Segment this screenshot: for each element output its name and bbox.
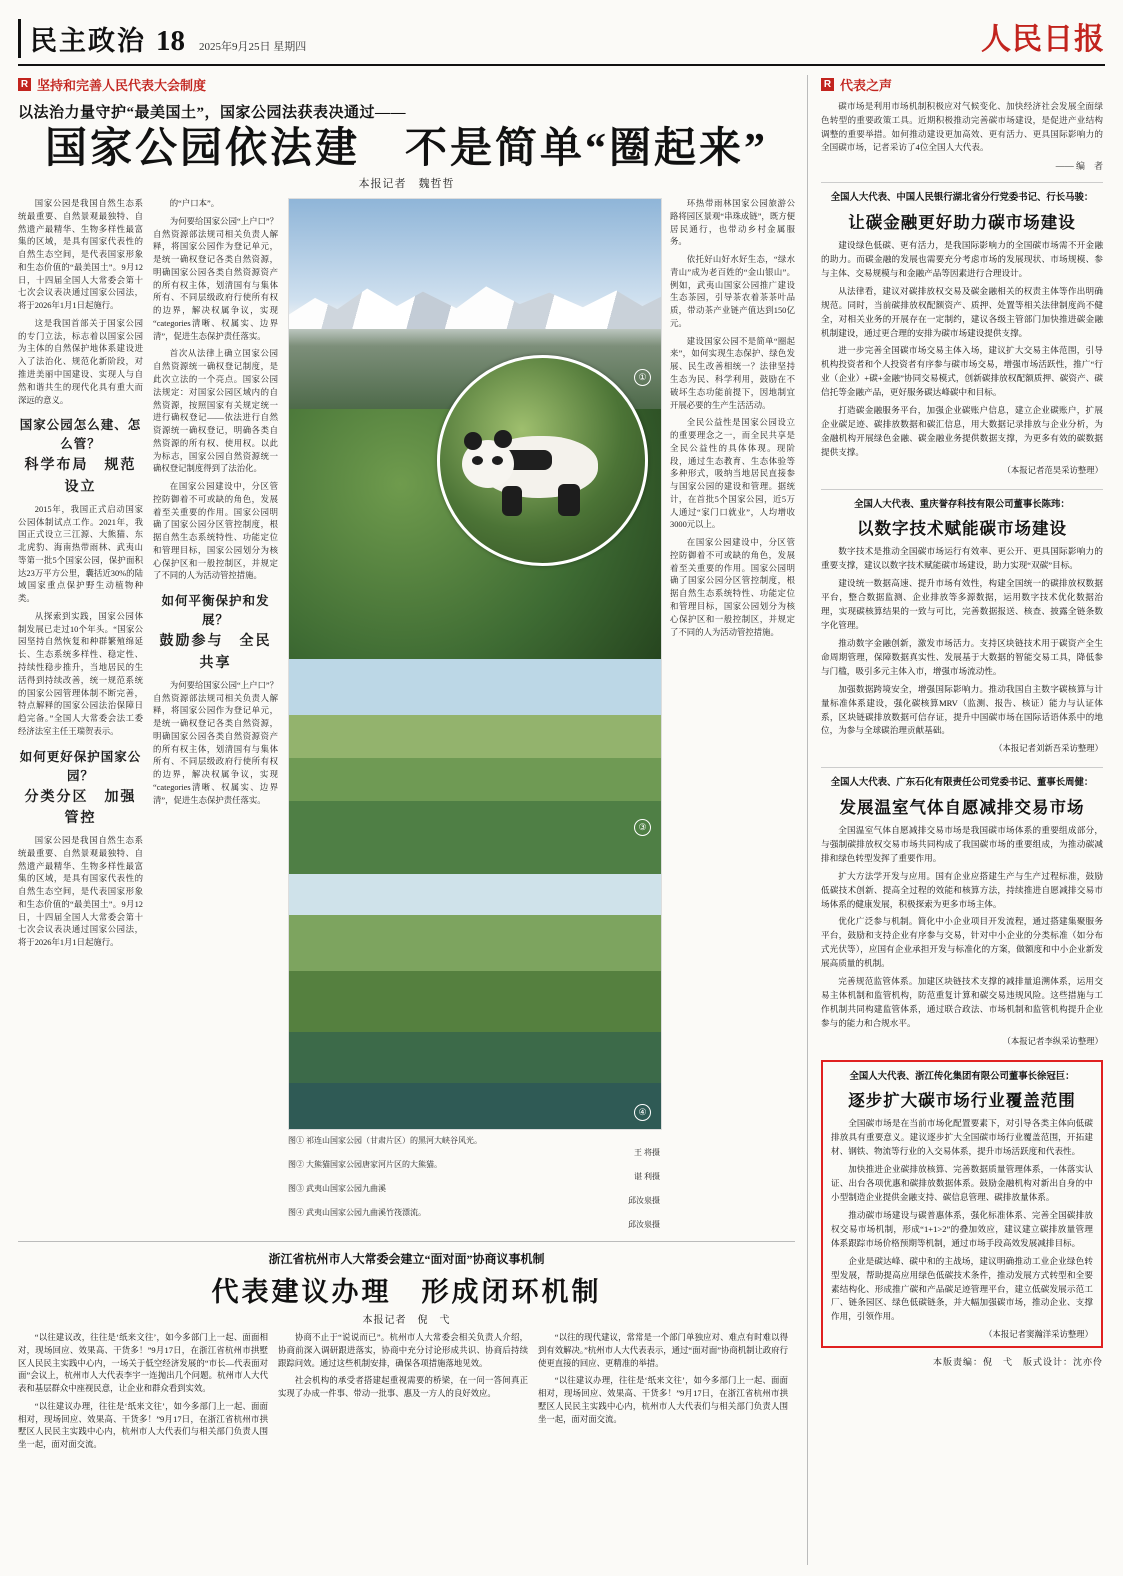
article-column-2 [153, 198, 278, 1231]
secondary-column-2 [278, 1332, 528, 1457]
main-byline: 本报记者 魏哲哲 [358, 178, 455, 191]
photo-index-1: ① [634, 369, 651, 386]
paragraph: 企业是碳达峰、碳中和的主战场，建议明确推动工业企业绿色转型发展，帮助提高应用绿色低碳技术条件，推动发展方式转型和全要素结构化、形成推广碳和产品碳足迹管理平台，建立低碳发展示范工厂、链条园区、绿色低碳链条，并大幅加强碳市场，推动企业、支撑作用，引领作用。 [831, 1255, 1093, 1322]
paragraph: 全国温室气体自愿减排交易市场是我国碳市场体系的重要组成部分，与强制碳排放权交易市场共同构成了我国碳市场的重要组成，为推动碳减排和绿色转型发挥了重要作用。 [821, 824, 1103, 863]
paragraph: “以往建议改，往往是‘纸来文往’，如今多部门上一起、面面相对，现场回应、效果高、干货多！”9月17日，在浙江省杭州市拱墅区人民民主实践中心内，一场关于低空经济发展的“市长—代表面对面”会议上，杭州市人大代表李宇一连抛出几个问题。杭州市人大代表和基层群众中座视民意，让企业和群众看到实效。 [18, 1333, 268, 1394]
masthead [18, 14, 1105, 66]
voice-item-3 [821, 776, 1103, 1046]
divider [821, 767, 1103, 768]
secondary-kicker: 浙江省杭州市人大常委会建立“面对面”协商议事机制 [268, 1252, 545, 1267]
voice-body [821, 545, 1103, 738]
representative-name: 全国人大代表、重庆誉存科技有限公司董事长陈玮： [854, 499, 1070, 510]
paragraph: 加强数据跨境安全，增强国际影响力。推动我国自主数字碳核算与计量标准体系建设，强化碳核算MRV（监测、报告、核证）能力与认证体系，区块链碳排放数据可信存证，提升中国碳市场在国际话语体系中的地位，为参与全球碳治理贡献基础。 [821, 683, 1103, 736]
panda-eye-left [472, 456, 483, 465]
paragraph: 加快推进企业碳排放核算、完善数据质量管理体系，一体落实认证、出台各项优惠和碳排放数据体系。鼓励金融机构对新出自身的中小型制造企业提供金融支持、碳信息管理、碳排放量体系。 [831, 1164, 1093, 1203]
paragraph: 依托好山好水好生态，“绿水青山”成为老百姓的“金山银山”。例如，武夷山国家公园推广建设生态茶园，引导茶农着茶茶叶品质，带动茶产业链产值达到150亿元。 [670, 255, 795, 328]
panda-leg-back [558, 484, 580, 516]
caption-credit: 谌 利摄 [634, 1172, 660, 1182]
caption-credit: 邱汝泉摄 [628, 1220, 660, 1230]
highlighted-voice-item [821, 1060, 1103, 1348]
voice-body [821, 824, 1103, 1031]
paragraph: 从探索到实践，国家公园体制发展已走过10个年头。“国家公园坚持自然恢复和种群繁殖绵延长、生态系统多样性、稳定性、持续性稳步推升，当地居民的生活得到持续改善，统一规范系统的国家公园管理体制不断完善，特点解释的国家公园法治保障日趋完备。”全国人大常委会法工委经济法室主任王瑞贺表示。 [18, 611, 143, 736]
representative-name: 全国人大代表、中国人民银行湖北省分行党委书记、行长马骏： [830, 193, 1094, 204]
secondary-columns [18, 1332, 795, 1457]
voice-body [831, 1117, 1093, 1324]
page-content [18, 75, 1105, 1565]
paragraph: 为何要给国家公园“上户口”？自然资源部法规司相关负责人解释，将国家公园作为登记单元，是统一确权登记各类自然资源，明确国家公园各类自然资源资产的所有权主体，划清国有与集体所有、不同层级政府行使所有权的边界，解决权属争议，实现“categories清晰、权属实、边界清”，促进生态保护责任落实。 [153, 680, 278, 805]
masthead-left [18, 19, 306, 58]
secondary-column-3 [538, 1332, 788, 1457]
voice-credit: （本报记者李纵采访整理） [1002, 1036, 1103, 1046]
voice-credit: （本报记者范昊采访整理） [1002, 465, 1103, 475]
secondary-byline: 本报记者 倪 弋 [362, 1315, 451, 1327]
kicker-text: 坚持和完善人民代表大会制度 [37, 78, 207, 93]
page-footer-credits: 本版责编：倪 弋 版式设计：沈亦伶 [932, 1357, 1103, 1368]
photo-giant-panda [437, 355, 648, 566]
paragraph: 数字技术是推动全国碳市场运行有效率、更公开、更具国际影响力的重要支撑，建议以数字技术赋能碳市场建设，助力实现“双碳”目标。 [821, 546, 1103, 571]
paragraph: 为何要给国家公园“上户口”？自然资源部法规司相关负责人解释，将国家公园作为登记单元，是统一确权登记各类自然资源，明确国家公园各类自然资源资产的所有权主体，划清国有与集体所有、不同层级政府行使所有权的边界，解决权属争议，实现“categories清晰、权属实、边界清”，促进生态保护责任落实。 [153, 216, 278, 341]
paragraph: “以往建议办理，往往是‘纸来文往’，如今多部门上一起、面面相对，现场回应、效果高、干货多！”9月17日，在浙江省杭州市拱墅区人民民主实践中心内，杭州市人大代表们与相关部门负责人围坐一起，面对面交流。 [18, 1401, 268, 1450]
subhead-question-1: 国家公园怎么建、怎么管？ [19, 418, 142, 452]
paragraph: 进一步完善全国碳市场交易主体入场，建议扩大交易主体范围，引导机构投资者和个人投资者有序参与碳市场交易，增强市场活跃性，推广“行业（企业）+碳+金融”协同交易模式，创新碳排放权配额质押、碳资产、碳信托等金融产品，更好服务碳达峰碳中和目标。 [821, 345, 1103, 398]
subhead-answer-1: 科学布局 规范设立 [24, 458, 137, 495]
article-column-1 [18, 198, 143, 1231]
subhead-question-3: 如何更好保护国家公园？ [19, 749, 142, 783]
photo-index-2: ② [620, 538, 637, 555]
photo-collage [288, 198, 662, 1130]
page-number: 18 [156, 25, 185, 57]
editor-signature: —— 编 者 [1055, 161, 1103, 171]
paragraph: “以往的现代建议，常常是一个部门单独应对、难点有时难以得到有效解决。”杭州市人大代表表示，通过“面对面”协商机制让政府行使更直接的回应、更精准的举措。 [538, 1333, 788, 1368]
subhead-question-2: 如何平衡保护和发展？ [161, 594, 270, 628]
kicker-badge-icon: R [18, 78, 31, 91]
photo-river-rafting [289, 874, 661, 1129]
paragraph: 国家公园是我国自然生态系统最重要、自然景观最独特、自然遗产最精华、生物多样性最富集的区域，是具有国家代表性的自然生态空间，是代表国家形象和生态价值的“最美国土”。9月12日，十四届全国人大常委会第十七次会议表决通过国家公园法，将于2026年1月1日起施行。 [18, 199, 143, 311]
right-kicker [821, 75, 1103, 94]
representative-name: 全国人大代表、广东石化有限责任公司党委书记、董事长周健： [830, 778, 1094, 789]
voice-headline: 逐步扩大碳市场行业覆盖范围 [848, 1091, 1076, 1111]
editor-note [821, 100, 1103, 173]
divider [821, 489, 1103, 490]
shoulder-headline: 以法治力量守护“最美国土”，国家公园法获表决通过—— [18, 105, 407, 121]
voice-item-1 [821, 191, 1103, 475]
section-title: 民主政治 [18, 19, 146, 58]
voice-headline: 以数字技术赋能碳市场建设 [857, 519, 1067, 539]
caption-line: 图① 祁连山国家公园（甘肃片区）的黑河大峡谷风光。 [288, 1136, 482, 1146]
paragraph: 从法律看，建议对碳排放权交易及碳金融相关的权责主体等作出明确规范。同时，当前碳排放权配额资产、质押、处置等相关法律制度尚不健全，对相关业务的开展存在一定制约，建议各级主管部门加快推进碳金融机制建设，通过更合理的安排为碳市场建设提供支撑。 [821, 285, 1103, 338]
paragraph: 建设绿色低碳、更有活力，是我国际影响力的全国碳市场需不开金融的助力。而碳金融的发展也需要充分考虑市场的发展现状、市场规模、参与主体、交易规模与和金融产品等因素进行合理设计。 [821, 239, 1103, 278]
voice-body [821, 239, 1103, 460]
secondary-column-1 [18, 1332, 268, 1457]
voice-headline: 发展温室气体自愿减排交易市场 [839, 797, 1085, 817]
left-column [18, 75, 808, 1565]
voice-credit: （本报记者窦瀚洋采访整理） [984, 1330, 1093, 1340]
paragraph: 推动碳市场建设与碳普惠体系，强化标准体系、完善全国碳排放权交易市场机制，形成“1+1>2”的叠加效应，建议建立碳排放量管理体系跟踪市场价格预期等机制，通过市场手段高效发展减排目标。 [831, 1209, 1093, 1248]
paragraph: 建设统一数据高速、提升市场有效性，构建全国统一的碳排放权数据平台，整合数据监测、企业排放等多源数据，运用数字技术优化数据治理，实现碳核算结果的一致与可比，完善数据报送、核查、披露全链条数字化管理。 [821, 578, 1103, 630]
paragraph: 扩大方法学开发与应用。国有企业应搭建生产与生产过程标准，鼓励低碳技术创新、提高全过程的效能和核算方法，持续推进自愿减排交易市场体系的健康发展，积极探索为更多市场主体。 [821, 870, 1103, 909]
paragraph: 国家公园是我国自然生态系统最重要、自然景观最独特、自然遗产最精华、生物多样性最富集的区域，是具有国家代表性的自然生态空间，是代表国家形象和生态价值的“最美国土”。9月12日，十四届全国人大常委会第十七次会议表决通过国家公园法，将于2026年1月1日起施行。 [18, 836, 143, 948]
right-column [808, 75, 1103, 1565]
paragraph: 打造碳金融服务平台，加强企业碳账户信息，建立企业碳账户，扩展企业碳足迹、碳排放数据和碳汇信息，用大数据记录排放与企业分析，为金融机构开展绿色金融、碳金融业务提供数据支撑，为更多有效的碳数据提供支撑。 [821, 405, 1103, 457]
paragraph: 建设国家公园不是简单“圈起来”，如何实现生态保护、绿色发展、民生改善相统一？法律坚持生态为民、科学利用，鼓励在不破坏生态功能前提下，因地制宜开展必要的生产生活活动。 [670, 336, 795, 410]
subhead-answer-3: 分类分区 加强管控 [24, 789, 137, 826]
divider [821, 182, 1103, 183]
photo-lake [289, 659, 661, 874]
secondary-story [18, 1241, 795, 1457]
paragraph: 2015年，我国正式启动国家公园体制试点工作。2021年，我国正式设立三江源、大熊猫、东北虎豹、海南热带雨林、武夷山等第一批5个国家公园，保护面积达23万平方公里，囊括近30%的陆域国家重点保护野生动植物种类。 [18, 504, 143, 604]
caption-line: 图③ 武夷山国家公园九曲溪 [288, 1184, 386, 1194]
paragraph: 碳市场是利用市场机制积极应对气候变化、加快经济社会发展全面绿色转型的重要政策工具。近期积极推动完善碳市场建设，是促进产业结构调整的重要举措。如何推动建设更加高效、更有活力、更具国际影响力的全国碳市场，记者采访了4位全国人大代表。 [821, 101, 1103, 153]
paragraph: 协商不止于“说说而已”。杭州市人大常委会相关负责人介绍，协商前深入调研跟进落实，协商中充分讨论形成共识、协商后持续跟踪问效。通过这些机制安排，确保各项措施落地见效。 [278, 1333, 528, 1368]
voice-item-2 [821, 498, 1103, 755]
photo-index-3: ③ [634, 819, 651, 836]
main-headline: 国家公园依法建 不是简单“圈起来” [44, 126, 768, 172]
paragraph: 这是我国首部关于国家公园的专门立法，标志着以国家公园为主体的自然保护地体系建设进入了法治化、规范化新阶段，对推进美丽中国建设、实现人与自然和谐共生的现代化具有重大而深远的意义。 [18, 318, 143, 405]
representative-name: 全国人大代表、浙江传化集团有限公司董事长徐冠巨： [849, 1071, 1075, 1082]
paragraph: 完善规范监管体系。加建区块链技术支撑的减排量追溯体系，运用交易主体机制和监管机构，防范重复计算和碳交易违规风险。这些措施与工作机制共同构建监管体系，通过联合政法、市场机制和监管机构提升企业参与的能力和合规水平。 [821, 976, 1103, 1028]
kicker-badge-icon: R [821, 78, 834, 91]
paragraph: 全民公益性是国家公园设立的重要理念之一，而全民共享是全民公益性的具体体现。现阶段，通过生态教育、生态体验等多种形式，吸纳当地居民直接参与国家公园的建设和管理。据统计，在首批5个国家公园，近5万人通过“家门口就业”，人均增收3000元以上。 [670, 418, 795, 530]
panda-ear-right [494, 430, 512, 448]
secondary-headline: 代表建议办理 形成闭环机制 [211, 1277, 602, 1308]
panda-ear-left [464, 432, 482, 450]
photo-caption [288, 1135, 660, 1231]
caption-line: 图② 大熊猫国家公园唐家河片区的大熊猫。 [288, 1160, 442, 1170]
photo-index-4: ④ [634, 1104, 651, 1121]
paragraph: 推动数字金融创新，激发市场活力。支持区块链技术用于碳资产全生命周期管理，保障数据真实性、发展基于大数据的智能交易工具，降低参与门槛，吸引多元主体入市，增强市场流动性。 [821, 637, 1103, 676]
article-column-3 [670, 198, 795, 1231]
paragraph: 环热带雨林国家公园旅游公路将园区景观“串珠成链”，既方便居民通行，也带动乡村金属服务。 [670, 199, 795, 247]
paragraph: 在国家公园建设中，分区管控防御着不可或缺的角色，发展着至关重要的作用。国家公园明确了国家公园分区管控制度，根据自然生态系统特性、功能定位和管理目标，国家公园划分为核心保护区和一般控制区，并规定了不同的人为活动管控措施。 [153, 482, 278, 581]
paragraph: 社会机构的承受者搭建起重视需要的桥梁，在一问一答间真正实现了办成一件事、带动一批事、惠及一方人的良好效应。 [278, 1376, 528, 1399]
panda-leg-front [502, 486, 522, 516]
article-columns [18, 198, 795, 1231]
photo-collage-column [288, 198, 660, 1231]
publication-date: 2025年9月25日 星期四 [199, 41, 307, 53]
left-kicker [18, 75, 795, 94]
subhead-answer-2: 鼓励参与 全民共享 [159, 634, 272, 671]
panda-eye-right [492, 456, 503, 465]
paragraph: 首次从法律上确立国家公园自然资源统一确权登记制度，是此次立法的一个亮点。国家公园法规定：对国家公园区域内的自然资源，按照国家有关规定统一进行确权登记——依法进行自然资源统一确权登记，明确各类自然资源的所有权、使用权。以此为标志，国家公园自然资源统一确权登记制度得到了法治化。 [153, 349, 278, 474]
kicker-text: 代表之声 [840, 78, 893, 93]
paragraph: 在国家公园建设中，分区管控防御着不可或缺的角色，发展着至关重要的作用。国家公园明确了国家公园分区管控制度，根据自然生态系统特性、功能定位和管理目标，国家公园划分为核心保护区和一般控制区，并规定了不同的人为活动管控措施。 [670, 538, 795, 637]
paper-name: 人民日报 [981, 23, 1105, 56]
paragraph: “以往建议办理，往往是‘纸来文往’，如今多部门上一起、面面相对，现场回应、效果高、干货多！”9月17日，在浙江省杭州市拱墅区人民民主实践中心内，杭州市人大代表们与相关部门负责人围坐一起，面对面交流。 [538, 1376, 788, 1424]
paragraph: 全国碳市场是在当前市场化配置要素下，对引导各类主体向低碳排放具有重要意义。建议逐步扩大全国碳市场行业覆盖范围，开拓建材、钢铁、物流等行业的入交易体系，提升市场活跃度和代表性。 [831, 1118, 1093, 1157]
caption-line: 图④ 武夷山国家公园九曲溪竹筏漂流。 [288, 1208, 426, 1218]
voice-headline: 让碳金融更好助力碳市场建设 [848, 212, 1076, 232]
paragraph: 的“户口本”。 [169, 199, 220, 209]
caption-credit: 邱汝泉摄 [628, 1196, 660, 1206]
caption-credit: 王 将摄 [634, 1148, 660, 1158]
paragraph: 优化广泛参与机制。简化中小企业项目开发流程，通过搭建集聚服务平台，鼓励和支持企业有序参与交易，针对中小企业的分类标准（如分布式光伏等），应国有企业承担开发与标准化的方案，做额度和中小企业新发展高质量的机制。 [821, 916, 1103, 969]
voice-credit: （本报记者刘新吾采访整理） [994, 744, 1103, 754]
